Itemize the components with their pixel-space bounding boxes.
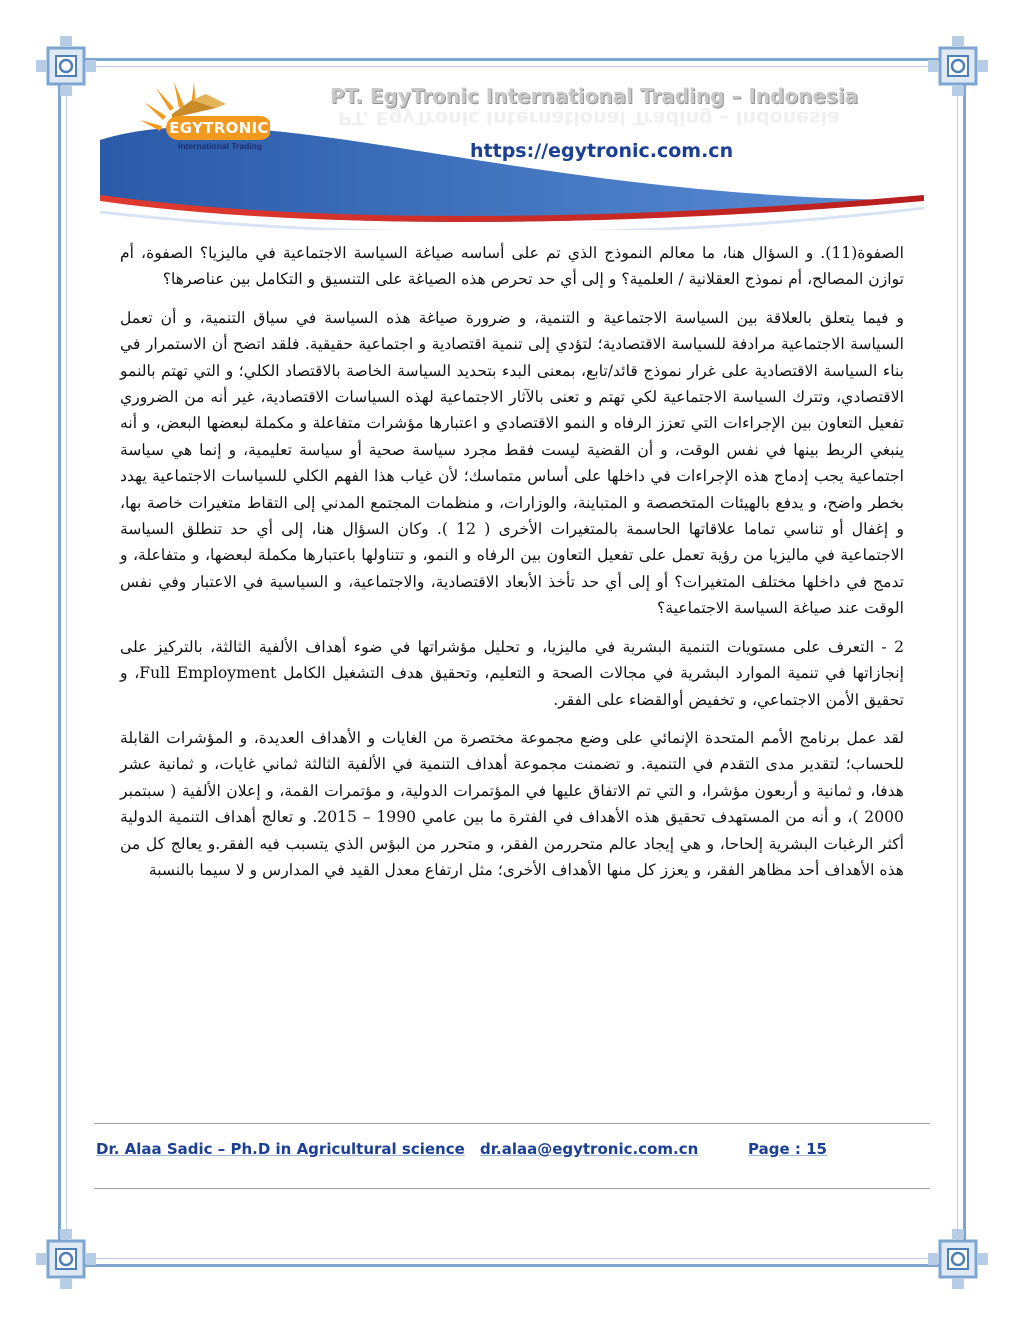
logo-subtext: International Trading [177, 141, 263, 151]
corner-ornament-icon [922, 30, 994, 102]
page-number: Page : 15 [748, 1140, 827, 1158]
company-name-reflection: PT. EgyTronic International Trading – Indonesia [338, 107, 840, 129]
corner-ornament-icon [30, 30, 102, 102]
footer-rule-top [94, 1123, 930, 1124]
footer-rule-bottom [94, 1188, 930, 1189]
paragraph: و فيما يتعلق بالعلاقة بين السياسة الاجتماعية و التنمية، و ضرورة صياغة هذه السياسة في سياق التنمية، و أن تعمل السياسة الاجتماعية مرادفة للسياسة الاقتصادية؛ لتؤدي إلى تنمية اقتصادية و اجتماعية حقيقية. فلقد اتضح أن الاستمرار في بناء السياسة الاقتصادية على غرار نموذج قائد/تابع، بمعنى البدء بتحديد السياسة الخاصة بالاقتصاد الكلي؛ و التي تهتم بالنمو الاقتصادي، وتترك السياسة الاجتماعية لكي تهتم و تعنى بالآثار الاجتماعية لهذه السياسات الاقتصادية، غير أنه من الضروري تفعيل التعاون بين الإجراءات التي تعزز الرفاه و النمو الاقتصادي و اعتبارها مؤشرات متفاعلة و مكملة لبعضها البعض، و أنه ينبغي الربط بينها في نفس الوقت، و أن القضية ليست فقط مجرد سياسة صحية أو سياسة تعليمية، و إنما هي سياسة اجتماعية يجب إدماج هذه الإجراءات في داخلها على أساس متماسك؛ لأن غياب هذا الفهم الكلي للسياسات الاجتماعية يهدد بخطر واضح، و يدفع بالهيئات المتخصصة و المتباينة، والوزارات، و منظمات المجتمع المدني إلى التقاط متغيرات خاصة بها، و إغفال أو تناسي تماما علاقاتها الحاسمة بالمتغيرات الأخرى ( 12 ). وكان السؤال هنا، إلى أي حد تنطلق السياسة الاجتماعية في ماليزيا من رؤية تعمل على تفعيل التعاون بين الرفاه و النمو، و تتناولها باعتبارها مكملة لبعضها، و متفاعلة، و تدمج في داخلها مختلف المتغيرات؟ أو إلى أي حد تأخذ الأبعاد الاقتصادية، والاجتماعية، و السياسية في الاعتبار وفي نفس الوقت عند صياغة السياسة الاجتماعية؟ [120, 308, 905, 618]
website-link[interactable]: https://egytronic.com.cn [470, 140, 734, 162]
corner-ornament-icon [30, 1223, 102, 1295]
corner-ornament-icon [922, 1223, 994, 1295]
logo-text: EGYTRONIC [169, 119, 269, 137]
company-name: PT. EgyTronic International Trading – Indonesia [330, 84, 859, 108]
document-body [120, 240, 904, 895]
paragraph: 2 - التعرف على مستويات التنمية البشرية في ماليزيا، و تحليل مؤشراتها في ضوء أهداف الألفية الثالثة، بالتركيز على إنجازاتها في تنمية الموارد البشرية في مجالات الصحة و التعليم، وتحقيق هدف التشغيل الكامل Full Employment، و تحقيق الأمن الاجتماعي، و تخفيض أوالقضاء على الفقر. [120, 637, 904, 709]
paragraph: لقد عمل برنامج الأمم المتحدة الإنمائي على وضع مجموعة مختصرة من الغايات و الأهداف العديدة، و المؤشرات القابلة للحساب؛ لتقدير مدى التقدم في التنمية. و تضمنت مجموعة أهداف التنمية في الألفية الثالثة ثماني غايات، و ثمانية عشر هدفا، و ثمانية و أربعون مؤشرا، و التي تم الاتفاق عليها في المؤتمرات الدولية، و مؤتمرات القمة، و إعلان الألفية ( سبتمبر 2000 )، و أنه من المستهدف تحقيق هذه الأهداف في الفترة ما بين عامي 1990 – 2015. و تعالج أهداف التنمية الدولية أكثر الرغبات البشرية إلحاحا، و هي إيجاد عالم متحررمن الفقر، و متحرر من البؤس الذي يتسبب فيه الفقر.و يعالج كل من هذه الأهداف أحد مظاهر الفقر، و يعزز كل منها الأهداف الأخرى؛ مثل ارتفاع معدل القيد في المدارس و لا سيما بالنسبة [120, 728, 904, 879]
footer-email[interactable]: dr.alaa@egytronic.com.cn [480, 1140, 699, 1158]
footer-author: Dr. Alaa Sadic – Ph.D in Agricultural science [96, 1140, 465, 1158]
paragraph: الصفوة(11). و السؤال هنا، ما معالم النموذج الذي تم على أساسه صياغة السياسة الاجتماعية في ماليزيا؟ الصفوة، أم توازن المصالح، أم نموذج العقلانية / العلمية؟ و إلى أي حد تحرص هذه الصياغة على التنسيق و التكامل بين عناصرها؟ [120, 244, 904, 289]
